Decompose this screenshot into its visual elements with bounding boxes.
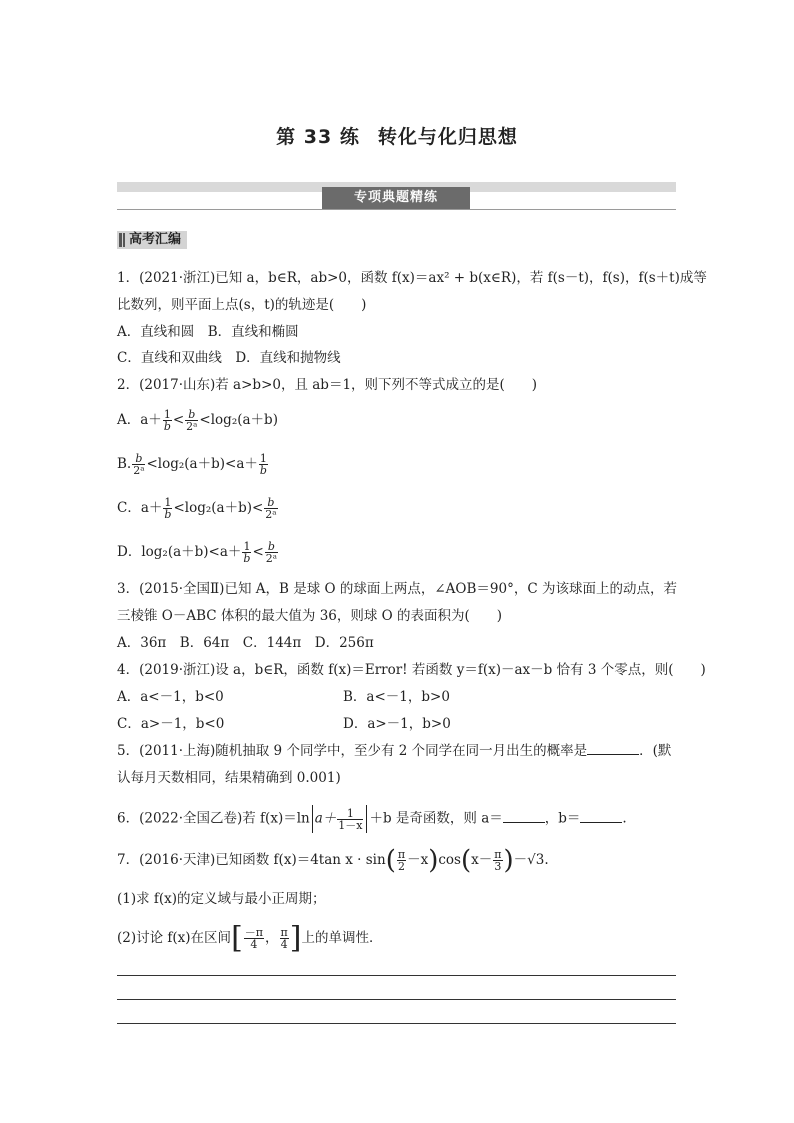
fraction: $\frac{1}{b}$ [259, 452, 267, 477]
answer-blank-b[interactable] [580, 810, 622, 823]
category-tag: 高考汇编 [117, 231, 187, 249]
fraction: $\frac{\pi}{2}$ [397, 848, 406, 873]
q1-line2: 比数列，则平面上点(s，t)的轨迹是( ) [117, 297, 367, 313]
answer-blank-a[interactable] [503, 810, 545, 823]
fraction: $\frac{-\pi}{4}$ [244, 926, 264, 951]
fraction: $\frac{b}{\text{2ᵃ}}$ [265, 496, 277, 521]
page-title: 第 33 练 转化与化归思想 [276, 126, 518, 148]
abs-bar-right [366, 805, 367, 833]
q4-stem: 4．(2019·浙江)设 a，b∈R，函数 f(x)＝Error! 若函数 y＝f(x)－ax－b 恰有 3 个零点，则( ) [117, 662, 706, 678]
q6-line: 6．(2022·全国乙卷)若 f(x)＝ln a＋ $\frac{1}{1-x}$ ＋b 是奇函数，则 a＝ ，b＝ . [117, 806, 627, 832]
q7-sub1: (1)求 f(x)的定义域与最小正周期； [117, 891, 326, 907]
answer-line-3[interactable] [117, 1023, 676, 1024]
q2-option-a: A．a＋ $\frac{1}{b}$ < $\frac{b}{\text{2ᵃ}}$ <log₂(a＋b) [117, 408, 278, 433]
fraction: $\frac{1}{b}$ [243, 540, 251, 565]
q1-options-ab: A．直线和圆 B．直线和椭圆 [117, 324, 299, 340]
q4-option-a: A．a<－1，b<0 [117, 689, 224, 705]
fraction: $\frac{b}{\text{2ᵃ}}$ [186, 408, 198, 433]
q4-option-b: B．a<－1，b>0 [343, 689, 450, 705]
q7-stem: 7．(2016·天津)已知函数 f(x)＝4tan x · sin( $\frac{\pi}{2}$ －x)cos(x－ $\frac{\pi}{3}$ )－√3. [117, 845, 549, 876]
fraction: $\frac{\pi}{3}$ [494, 848, 502, 873]
q5-line2: 认每月天数相同，结果精确到 0.001) [117, 770, 341, 786]
fraction: $\frac{b}{\text{2ᵃ}}$ [265, 540, 278, 565]
fraction: $\frac{1}{1-x}$ [338, 806, 363, 832]
fraction: $\frac{1}{b}$ [163, 408, 171, 433]
answer-line-1[interactable] [117, 975, 676, 976]
section-header-band [117, 182, 676, 212]
q2-option-b: B. $\frac{b}{\text{2ᵃ}}$ <log₂(a＋b)<a＋ $\frac{1}{b}$ [117, 452, 267, 477]
q2-stem: 2．(2017·山东)若 a>b>0，且 ab＝1，则下列不等式成立的是( ) [117, 377, 538, 393]
fraction: $\frac{b}{\text{2ᵃ}}$ [133, 452, 145, 477]
q3-line1: 3．(2015·全国Ⅱ)已知 A，B 是球 O 的球面上两点，∠AOB＝90°，C 为该球面上的动点，若 [117, 581, 677, 597]
fraction: $\frac{1}{b}$ [164, 496, 172, 521]
q3-options: A．36π B．64π C．144π D．256π [117, 635, 374, 651]
q2-option-d: D．log₂(a＋b)<a＋ $\frac{1}{b}$ < $\frac{b}{\text{2ᵃ}}$ [117, 540, 278, 565]
q7-sub2: (2)讨论 f(x)在区间[ $\frac{-\pi}{4}$ ， $\frac{\pi}{4}$ ]上的单调性． [117, 920, 383, 956]
q4-option-c: C．a>－1，b<0 [117, 716, 225, 732]
q1-options-cd: C．直线和双曲线 D．直线和抛物线 [117, 350, 341, 366]
q1-line1: 1．(2021·浙江)已知 a，b∈R，ab>0，函数 f(x)＝ax² + b(x∈R)，若 f(s－t)，f(s)，f(s＋t)成等 [117, 270, 707, 286]
fraction: $\frac{\pi}{4}$ [280, 926, 288, 951]
q5-line1: 5．(2011·上海)随机抽取 9 个同学中，至少有 2 个同学在同一月出生的概率是 ．(默 [117, 743, 672, 759]
section-label: 专项典题精练 [322, 187, 470, 209]
q2-option-c: C．a＋ $\frac{1}{b}$ <log₂(a＋b)< $\frac{b}{\text{2ᵃ}}$ [117, 496, 277, 521]
q3-line2: 三棱锥 O－ABC 体积的最大值为 36，则球 O 的表面积为( ) [117, 608, 503, 624]
abs-bar-left [312, 805, 313, 833]
answer-line-2[interactable] [117, 999, 676, 1000]
answer-blank[interactable] [587, 742, 639, 755]
q4-option-d: D．a>－1，b>0 [343, 716, 451, 732]
band-rule [117, 209, 676, 210]
